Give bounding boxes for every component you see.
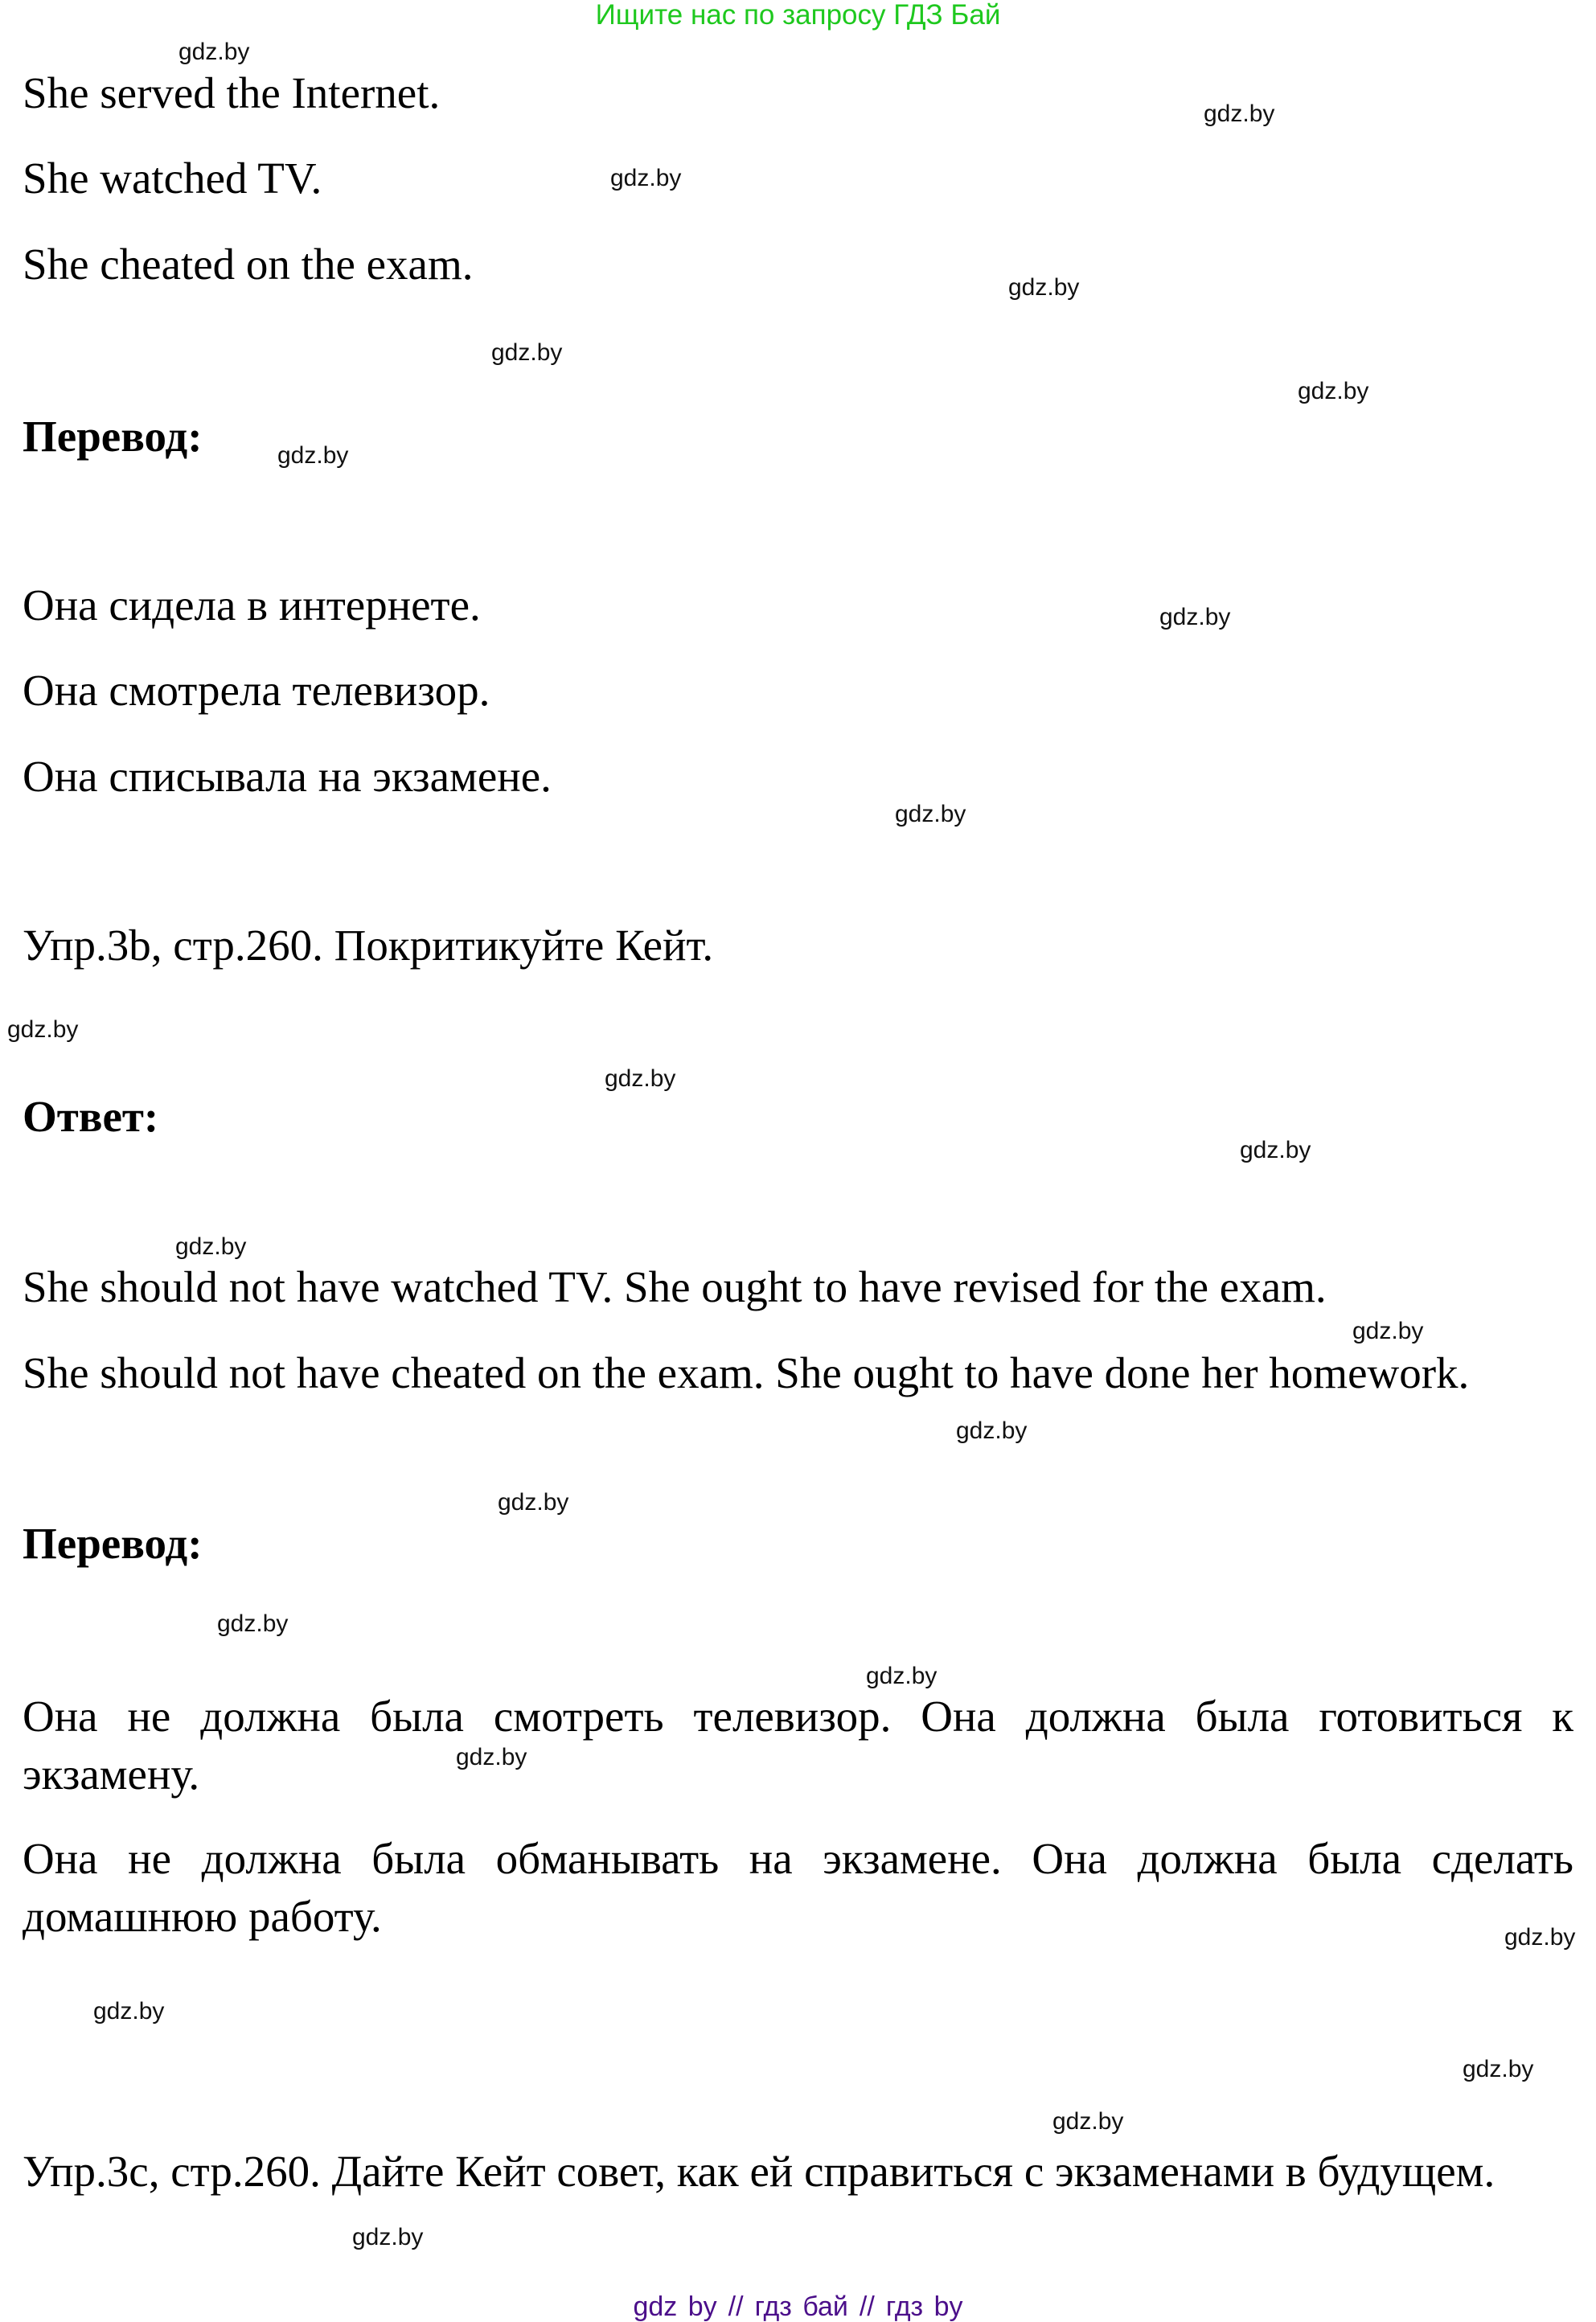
watermark: gdz.by: [491, 339, 563, 366]
translation-line: Она сидела в интернете.: [23, 580, 481, 630]
footer-link-gdz-by[interactable]: gdz by: [633, 2291, 717, 2322]
watermark: gdz.by: [895, 801, 966, 827]
watermark: gdz.by: [1204, 101, 1275, 127]
exercise-title-3b: Упр.3b, стр.260. Покритикуйте Кейт.: [23, 921, 714, 970]
watermark: gdz.by: [7, 1016, 79, 1043]
translation-paragraph: Она не должна была обманывать на экзамене. Она должна была сделать домашнюю работу.: [23, 1834, 1573, 1941]
footer-separator: //: [859, 2291, 875, 2322]
translation-heading: Перевод:: [23, 412, 203, 461]
translation-line: Она списывала на экзамене.: [23, 752, 552, 801]
exercise-title-3c: Упр.3c, стр.260. Дайте Кейт совет, как ей справиться с экзаменами в будущем.: [23, 2147, 1495, 2196]
watermark: gdz.by: [956, 1417, 1028, 1444]
answer-line: She watched TV.: [23, 154, 322, 203]
search-hint-banner: Ищите нас по запросу ГДЗ Бай: [595, 0, 1001, 31]
watermark: gdz.by: [498, 1489, 569, 1516]
watermark: gdz.by: [178, 39, 250, 65]
footer-separator: //: [728, 2291, 744, 2322]
answer-line: She cheated on the exam.: [23, 240, 474, 289]
watermark: gdz.by: [866, 1663, 937, 1689]
watermark: gdz.by: [352, 2224, 424, 2250]
watermark: gdz.by: [605, 1065, 676, 1092]
answer-line: She should not have cheated on the exam. She ought to have done her homework.: [23, 1348, 1470, 1397]
watermark: gdz.by: [1352, 1318, 1424, 1344]
translation-paragraph: Она не должна была смотреть телевизор. Она должна была готовиться к экзамену.: [23, 1692, 1573, 1799]
watermark: gdz.by: [277, 442, 349, 469]
watermark: gdz.by: [1463, 2056, 1534, 2082]
answer-line: She served the Internet.: [23, 68, 441, 117]
watermark: gdz.by: [456, 1744, 527, 1770]
watermark: gdz.by: [1159, 604, 1231, 630]
watermark: gdz.by: [175, 1233, 247, 1260]
footer-link-gdz-bai[interactable]: гдз бай: [754, 2291, 848, 2322]
translation-line: Она смотрела телевизор.: [23, 666, 490, 715]
footer-links: [0, 2293, 1596, 2320]
watermark: gdz.by: [1504, 1924, 1576, 1951]
watermark: gdz.by: [93, 1998, 165, 2025]
watermark: gdz.by: [217, 1610, 289, 1637]
watermark: gdz.by: [1008, 274, 1080, 301]
answer-heading: Ответ:: [23, 1092, 159, 1141]
footer-link-gdz-by-cyr[interactable]: гдз by: [885, 2291, 963, 2322]
watermark: gdz.by: [1240, 1137, 1311, 1163]
answer-line: She should not have watched TV. She ought to have revised for the exam.: [23, 1262, 1327, 1311]
watermark: gdz.by: [1052, 2108, 1124, 2135]
watermark: gdz.by: [1298, 378, 1369, 404]
watermark: gdz.by: [610, 165, 682, 191]
translation-heading: Перевод:: [23, 1519, 203, 1568]
